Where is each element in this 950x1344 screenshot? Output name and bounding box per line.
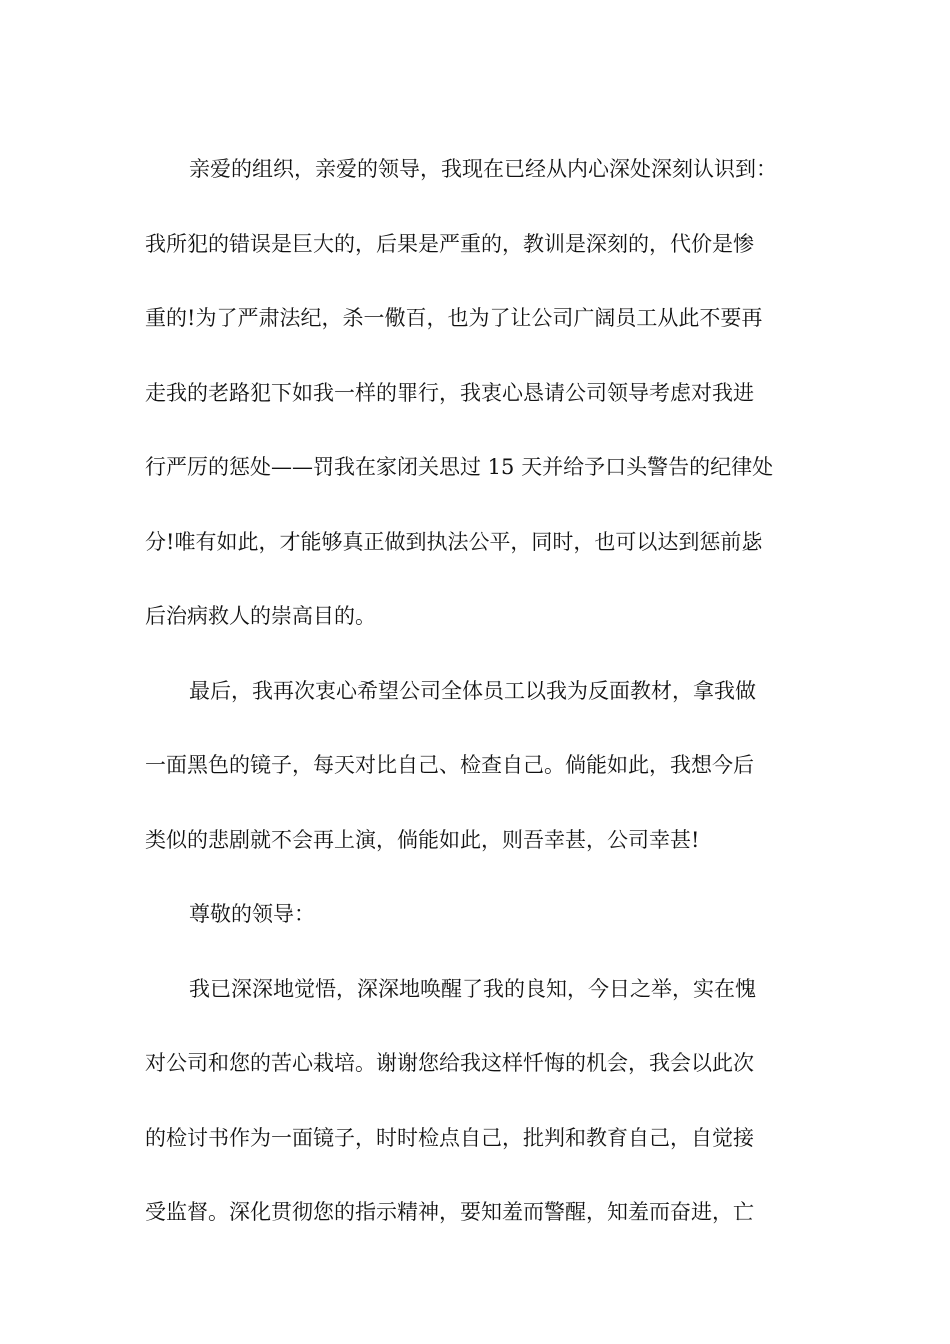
text-line: 受监督。深化贯彻您的指示精神，要知羞而警醒，知羞而奋进，亡 — [145, 1200, 754, 1224]
text-line: 我已深深地觉悟，深深地唤醒了我的良知，今日之举，实在愧 — [189, 976, 756, 1001]
document-body — [145, 132, 810, 1250]
text-line: 后治病救人的崇高目的。 — [145, 604, 376, 628]
text-line: 最后，我再次衷心希望公司全体员工以我为反面教材，拿我做 — [189, 678, 756, 703]
text-line: 对公司和您的苦心栽培。谢谢您给我这样忏悔的机会，我会以此次 — [145, 1051, 754, 1075]
text-line: 分!唯有如此，才能够真正做到执法公平，同时，也可以达到惩前毖 — [145, 529, 763, 554]
text-line: 类似的悲剧就不会再上演，倘能如此，则吾幸甚，公司幸甚! — [145, 827, 700, 852]
text-line: 一面黑色的镜子，每天对比自己、检查自己。倘能如此，我想今后 — [145, 753, 754, 777]
text-line: 亲爱的组织，亲爱的领导，我现在已经从内心深处深刻认识到： — [189, 157, 777, 181]
text-line: 重的!为了严肃法纪，杀一儆百，也为了让公司广阔员工从此不要再 — [145, 306, 763, 330]
text-line: 行严厉的惩处——罚我在家闭关思过 15 天并给予口头警告的纪律处 — [145, 455, 774, 479]
text-line: 我所犯的错误是巨大的，后果是严重的，教训是深刻的，代价是惨 — [145, 231, 754, 256]
text-line: 的检讨书作为一面镜子，时时检点自己，批判和教育自己，自觉接 — [145, 1125, 754, 1150]
text-line: 走我的老路犯下如我一样的罪行，我衷心恳请公司领导考虑对我进 — [145, 380, 754, 405]
text-line: 尊敬的领导： — [189, 902, 315, 926]
